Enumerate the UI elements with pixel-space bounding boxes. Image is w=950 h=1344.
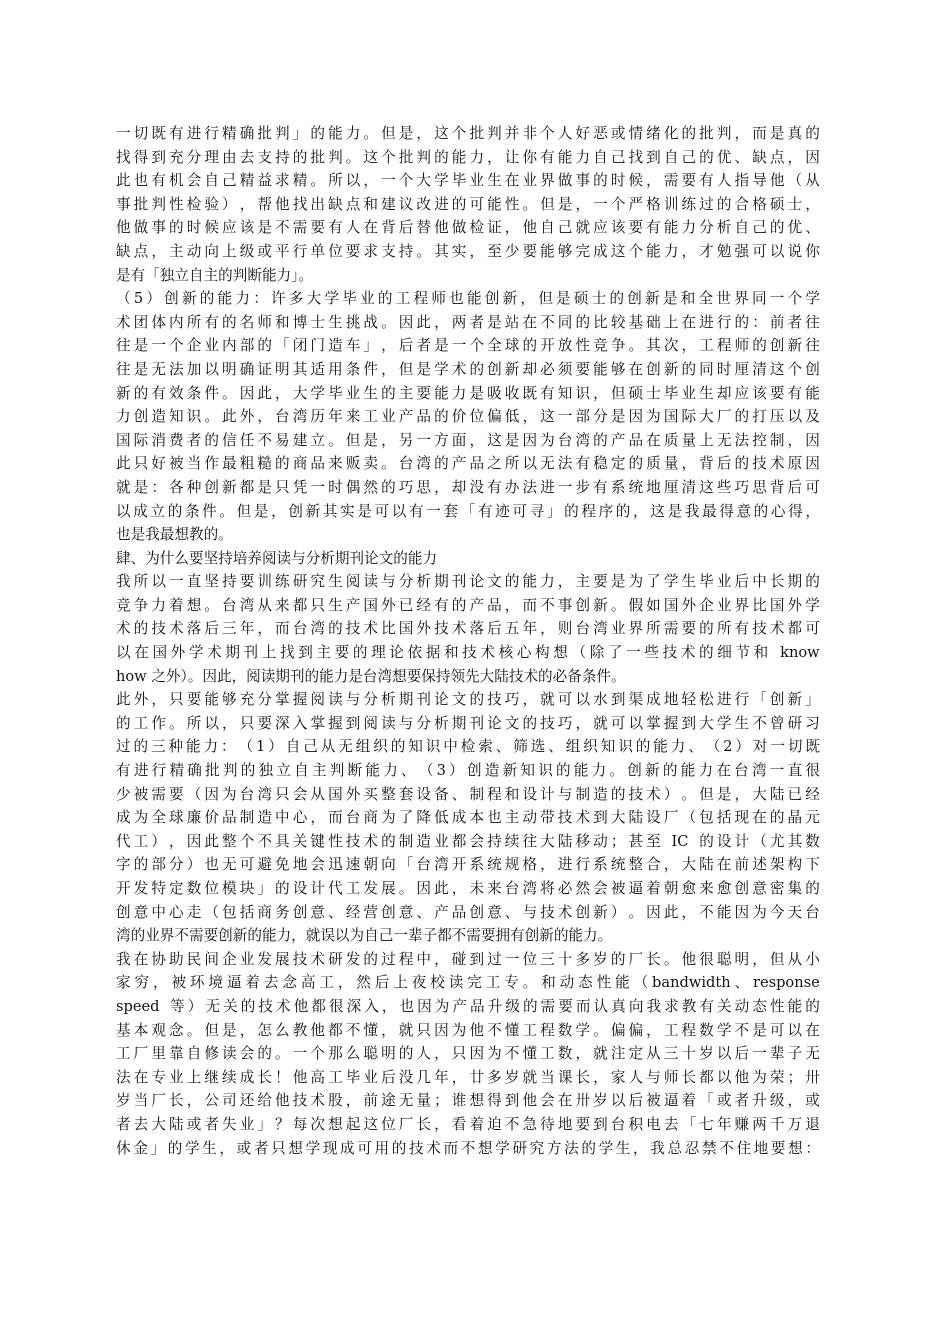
text-line: （ 5 ） 创 新 的 能 力 ： 许 多 大 学 毕 业 的 工 程 师 也 能 创 新 ， 但 是 硕 士 的 创 新 是 和 全 世 界 同 一 个 学 (116, 290, 820, 308)
text-line: 力 创 造 知 识 。 此 外 ， 台 湾 历 年 来 工 业 产 品 的 价 位 偏 低 ， 这 一 部 分 是 因 为 国 际 大 厂 的 打 压 以 及 (116, 408, 820, 426)
text-line: 此 只 好 被 当 作 最 粗 糙 的 商 品 来 贩 卖 。 台 湾 的 产 品 之 所 以 无 法 有 稳 定 的 质 量 ， 背 后 的 技 术 原 因 (116, 455, 820, 473)
text-line: 岁 当 厂 长 ， 公 司 还 给 他 技 术 股 ， 前 途 无 量 ； 谁 想 得 到 他 会 在 卅 岁 以 后 被 逼 着 「 或 者 升 级 ， 或 (116, 1092, 820, 1110)
text-line: 新 的 有 效 条 件 。 因 此 ， 大 学 毕 业 生 的 主 要 能 力 是 吸 收 既 有 知 识 ， 但 硕 士 毕 业 生 却 应 该 要 有 能 (116, 384, 820, 402)
text-line: 往 是 一 个 企 业 内 部 的 「 闭 门 造 车 」 ， 后 者 是 一 个 全 球 的 开 放 性 竞 争 。 其 次 ， 工 程 师 的 创 新 往 (116, 337, 820, 355)
text-line: 竞 争 力 着 想 。 台 湾 从 来 都 只 生 产 国 外 已 经 有 的 产 品 ， 而 不 事 创 新 。 假 如 国 外 企 业 界 比 国 外 学 (116, 596, 820, 614)
text-line: speed 等 ） 无 关 的 技 术 他 都 很 深 入 ， 也 因 为 产 品 升 级 的 需 要 而 认 真 向 我 求 教 有 关 动 态 性 能 的 (116, 997, 820, 1015)
text-line: 家 穷 ， 被 环 境 逼 着 去 念 高 工 ， 然 后 上 夜 校 读 完 工 专 。 和 动 态 性 能 （ bandwidth 、 response (116, 974, 820, 992)
text-line: 肆、为什么要坚持培养阅读与分析期刊论文的能力 (116, 549, 438, 567)
text-line: 法 在 专 业 上 继 续 成 长 ！ 他 高 工 毕 业 后 没 几 年 ， 廿 多 岁 就 当 课 长 ， 家 人 与 师 长 都 以 他 为 荣 ； 卅 (116, 1068, 820, 1086)
text-line: 他 做 事 的 时 候 应 该 是 不 需 要 有 人 在 背 后 替 他 做 检 证 ， 他 自 己 就 应 该 要 有 能 力 分 析 自 己 的 优 、 (116, 219, 820, 237)
text-line: 以 成 立 的 条 件 。 但 是 ， 创 新 其 实 是 可 以 有 一 套 「 有 迹 可 寻 」 的 程 序 的 ， 这 是 我 最 得 意 的 心 得 ， (116, 502, 820, 520)
text-line: 的 工 作 。 所 以 ， 只 要 深 入 掌 握 到 阅 读 与 分 析 期 刊 论 文 的 技 巧 ， 就 可 以 掌 握 到 大 学 生 不 曾 研 习 (116, 714, 820, 732)
text-line: 术 团 体 内 所 有 的 名 师 和 博 士 生 挑 战 。 因 此 ， 两 者 是 站 在 不 同 的 比 较 基 础 上 在 进 行 的 ： 前 者 往 (116, 313, 820, 331)
text-line: 工 厂 里 靠 自 修 读 会 的 。 一 个 那 么 聪 明 的 人 ， 只 因 为 不 懂 工 数 ， 就 注 定 从 三 十 岁 以 后 一 辈 子 无 (116, 1045, 820, 1063)
text-line: 成 为 全 球 廉 价 品 制 造 中 心 ， 而 台 商 为 了 降 低 成 本 也 主 动 带 技 术 到 大 陆 设 厂 （ 包 括 现 在 的 晶 元 (116, 809, 820, 827)
text-line: 代 工 ） ， 因 此 整 个 不 具 关 键 性 技 术 的 制 造 业 都 会 持 续 往 大 陆 移 动 ； 甚 至 IC 的 设 计 （ 尤 其 数 (116, 832, 820, 850)
text-line: 开 发 特 定 数 位 模 块 」 的 设 计 代 工 发 展 。 因 此 ， 未 来 台 湾 将 必 然 会 被 逼 着 朝 愈 来 愈 创 意 密 集 的 (116, 880, 820, 897)
text-line: 此 外 ， 只 要 能 够 充 分 掌 握 阅 读 与 分 析 期 刊 论 文 的 技 巧 ， 就 可 以 水 到 渠 成 地 轻 松 进 行 「 创 新 」 (116, 691, 820, 709)
text-line: 一 切 既 有 进 行 精 确 批 判 」 的 能 力 。 但 是 ， 这 个 批 判 并 非 个 人 好 恶 或 情 绪 化 的 批 判 ， 而 是 真 的 (116, 125, 820, 142)
text-line: 有 进 行 精 确 批 判 的 独 立 自 主 判 断 能 力 、 （ 3 ） 创 造 新 知 识 的 能 力 。 创 新 的 能 力 在 台 湾 一 直 很 (116, 762, 820, 780)
text-line: 过 的 三 种 能 力 ： （ 1 ） 自 己 从 无 组 织 的 知 识 中 检 索 、 筛 选 、 组 织 知 识 的 能 力 、 （ 2 ） 对 一 切 既 (116, 738, 820, 756)
text-line: 我 在 协 助 民 间 企 业 发 展 技 术 研 发 的 过 程 中 ， 碰 到 过 一 位 三 十 多 岁 的 厂 长 。 他 很 聪 明 ， 但 从 小 (116, 950, 820, 968)
text-line: 以 在 国 外 学 术 期 刊 上 找 到 主 要 的 理 论 依 据 和 技 术 核 心 构 想 （ 除 了 一 些 技 术 的 细 节 和 know (116, 644, 820, 662)
text-line: 少 被 需 要 （ 因 为 台 湾 只 会 从 国 外 买 整 套 设 备 、 制 程 和 设 计 与 制 造 的 技 术 ） 。 但 是 ， 大 陆 已 经 (116, 785, 820, 803)
text-line: 也是我最想教的。 (116, 526, 233, 544)
text-line: 我 所 以 一 直 坚 持 要 训 练 研 究 生 阅 读 与 分 析 期 刊 论 文 的 能 力 ， 主 要 是 为 了 学 生 毕 业 后 中 长 期 的 (116, 573, 820, 591)
text-line: 缺 点 ， 主 动 向 上 级 或 平 行 单 位 要 求 支 持 。 其 实 ， 至 少 要 能 够 完 成 这 个 能 力 ， 才 勉 强 可 以 说 你 (116, 242, 820, 260)
text-line: 往 是 无 法 加 以 明 确 证 明 其 适 用 条 件 ， 但 是 学 术 的 创 新 却 必 须 要 能 够 在 创 新 的 同 时 厘 清 这 个 创 (116, 360, 820, 378)
text-line: 国 际 消 费 者 的 信 任 不 易 建 立 。 但 是 ， 另 一 方 面 ， 这 是 因 为 台 湾 的 产 品 在 质 量 上 无 法 控 制 ， 因 (116, 431, 820, 449)
document-page (116, 122, 820, 1160)
text-line: 字 的 部 分 ） 也 无 可 避 免 地 会 迅 速 朝 向 「 台 湾 开 系 统 规 格 ， 进 行 系 统 整 合 ， 大 陆 在 前 述 架 构 下 (116, 856, 820, 874)
text-line: 休 金 」 的 学 生 ， 或 者 只 想 学 现 成 可 用 的 技 术 而 不 想 学 研 究 方 法 的 学 生 ， 我 总 忍 禁 不 住 地 要 想 ： (116, 1139, 820, 1157)
text-line: 者 去 大 陆 或 者 失 业 」 ？ 每 次 想 起 这 位 厂 长 ， 看 着 迫 不 急 待 地 要 到 台 积 电 去 「 七 年 赚 两 千 万 退 (116, 1115, 820, 1133)
text-line: 此 也 有 机 会 自 己 精 益 求 精 。 所 以 ， 一 个 大 学 毕 业 生 在 业 界 做 事 的 时 候 ， 需 要 有 人 指 导 他 （ 从 (116, 172, 820, 190)
text-line: 创 意 中 心 走 （ 包 括 商 务 创 意 、 经 营 创 意 、 产 品 创 意 、 与 技 术 创 新 ） 。 因 此 ， 不 能 因 为 今 天 台 (116, 903, 820, 921)
text-line: how 之外）。因此，阅读期刊的能力是台湾想要保持领先大陆技术的必备条件。 (116, 667, 626, 685)
text-line: 就 是 ： 各 种 创 新 都 是 只 凭 一 时 偶 然 的 巧 思 ， 却 没 有 办 法 进 一 步 有 系 统 地 厘 清 这 些 巧 思 背 后 可 (116, 478, 820, 496)
text-line: 事 批 判 性 检 验 ） ， 帮 他 找 出 缺 点 和 建 议 改 进 的 可 能 性 。 但 是 ， 一 个 严 格 训 练 过 的 合 格 硕 士 ， (116, 195, 820, 213)
text-line: 是有「独立自主的判断能力」。 (116, 266, 314, 284)
text-line: 找 得 到 充 分 理 由 去 支 持 的 批 判 。 这 个 批 判 的 能 力 ， 让 你 有 能 力 自 己 找 到 自 己 的 优 、 缺 点 ， 因 (116, 148, 820, 166)
text-line: 基 本 观 念 。 但 是 ， 怎 么 教 他 都 不 懂 ， 就 只 因 为 他 不 懂 工 程 数 学 。 偏 偏 ， 工 程 数 学 不 是 可 以 在 (116, 1021, 820, 1039)
text-line: 术 的 技 术 落 后 三 年 ， 而 台 湾 的 技 术 比 国 外 技 术 落 后 五 年 ， 则 台 湾 业 界 所 需 要 的 所 有 技 术 都 可 (116, 620, 820, 638)
text-line: 湾的业界不需要创新的能力，就误以为自己一辈子都不需要拥有创新的能力。 (116, 927, 613, 945)
